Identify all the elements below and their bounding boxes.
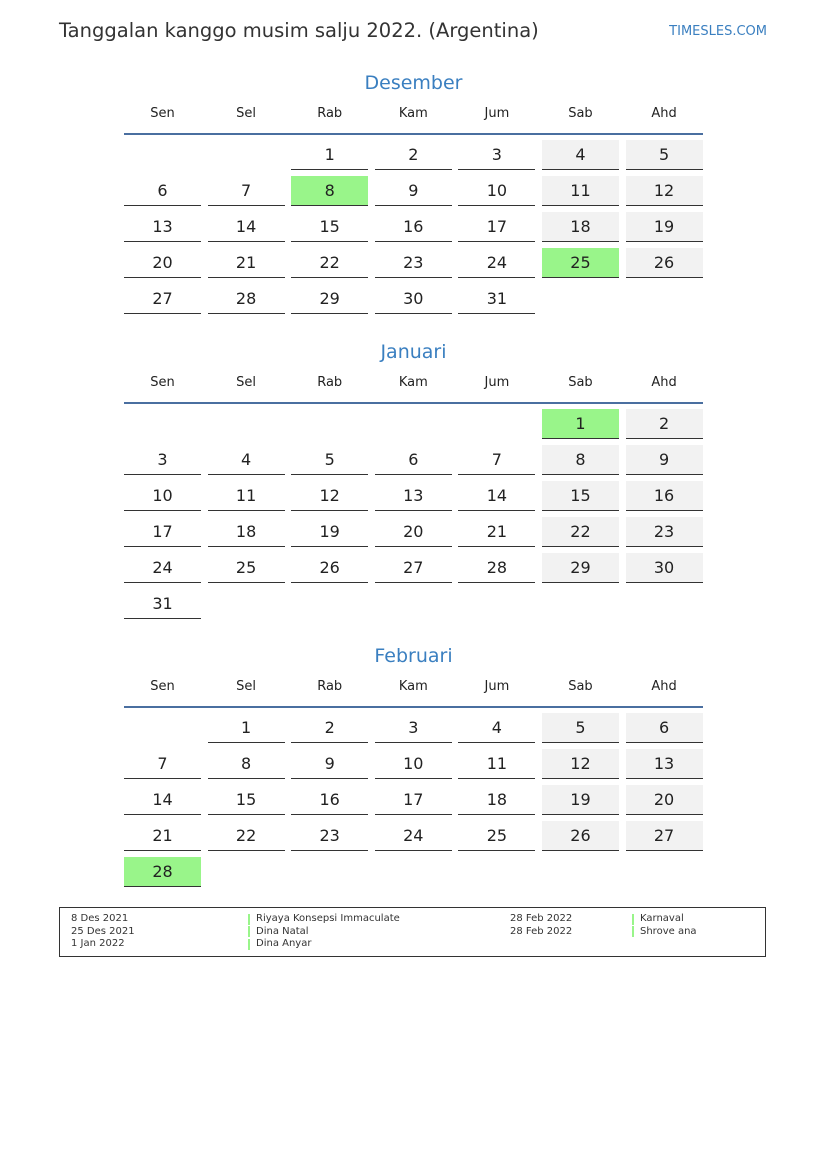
day-cell: 13	[626, 749, 703, 779]
empty-cell	[291, 589, 368, 619]
day-cell: 26	[542, 821, 619, 851]
month-title: Januari	[380, 341, 447, 363]
week-row	[124, 284, 703, 314]
day-cell: 25	[458, 821, 535, 851]
weekday-label: Sab	[568, 106, 593, 121]
day-cell: 10	[375, 749, 452, 779]
day-cell: 30	[375, 284, 452, 314]
weekday-label: Ahd	[651, 106, 677, 121]
legend-color-marker	[632, 914, 634, 925]
legend-color-marker	[248, 939, 250, 950]
day-cell: 5	[542, 713, 619, 743]
weekday-label: Kam	[398, 375, 428, 390]
day-cell: 14	[208, 212, 285, 242]
brand-link[interactable]: TIMESLES.COM	[669, 24, 767, 39]
empty-cell	[208, 140, 285, 170]
weekday-label: Sel	[236, 375, 257, 390]
weekday-header	[124, 678, 703, 696]
day-cell: 27	[626, 821, 703, 851]
day-cell: 19	[542, 785, 619, 815]
week-row	[124, 589, 703, 619]
day-cell: 14	[458, 481, 535, 511]
legend-date: 28 Feb 2022	[510, 925, 573, 937]
week-row	[124, 176, 703, 206]
day-cell: 12	[542, 749, 619, 779]
weekday-label: Rab	[317, 106, 343, 121]
week-row	[124, 409, 703, 439]
day-cell: 5	[291, 445, 368, 475]
week-row	[124, 857, 703, 887]
empty-cell	[291, 409, 368, 439]
day-cell: 15	[291, 212, 368, 242]
day-cell: 20	[375, 517, 452, 547]
day-cell: 24	[458, 248, 535, 278]
day-cell: 7	[124, 749, 201, 779]
week-row	[124, 821, 703, 851]
day-cell: 24	[124, 553, 201, 583]
weekday-label: Sab	[568, 375, 593, 390]
day-cell: 18	[458, 785, 535, 815]
day-cell: 16	[626, 481, 703, 511]
day-cell: 16	[291, 785, 368, 815]
day-cell: 14	[124, 785, 201, 815]
day-cell: 24	[375, 821, 452, 851]
month-divider	[124, 706, 703, 708]
weekday-label: Ahd	[651, 679, 677, 694]
month-divider	[124, 133, 703, 135]
holiday-legend	[59, 907, 766, 957]
holiday-day-cell: 1	[542, 409, 619, 439]
day-cell: 23	[626, 517, 703, 547]
day-cell: 13	[124, 212, 201, 242]
day-cell: 4	[542, 140, 619, 170]
weekday-label: Rab	[317, 679, 343, 694]
day-cell: 2	[291, 713, 368, 743]
holiday-day-cell: 8	[291, 176, 368, 206]
week-row	[124, 517, 703, 547]
day-cell: 11	[542, 176, 619, 206]
day-cell: 9	[291, 749, 368, 779]
empty-cell	[542, 589, 619, 619]
day-cell: 1	[208, 713, 285, 743]
legend-holiday-name: Dina Natal	[256, 925, 309, 937]
day-cell: 9	[626, 445, 703, 475]
day-cell: 27	[124, 284, 201, 314]
day-cell: 17	[375, 785, 452, 815]
empty-cell	[458, 857, 535, 887]
empty-cell	[375, 409, 452, 439]
weekday-label: Sab	[568, 679, 593, 694]
day-cell: 20	[124, 248, 201, 278]
day-cell: 22	[291, 248, 368, 278]
weekday-label: Sen	[150, 679, 175, 694]
day-cell: 20	[626, 785, 703, 815]
legend-holiday-name: Shrove ana	[640, 925, 697, 937]
week-row	[124, 140, 703, 170]
empty-cell	[124, 409, 201, 439]
day-cell: 21	[208, 248, 285, 278]
day-cell: 12	[626, 176, 703, 206]
legend-date: 28 Feb 2022	[510, 913, 573, 924]
day-cell: 26	[291, 553, 368, 583]
month-title: Februari	[374, 645, 453, 667]
weekday-label: Jum	[484, 679, 510, 694]
day-cell: 21	[458, 517, 535, 547]
week-row	[124, 481, 703, 511]
holiday-day-cell: 25	[542, 248, 619, 278]
weekday-header	[124, 105, 703, 123]
day-cell: 22	[542, 517, 619, 547]
weekday-label: Rab	[317, 375, 343, 390]
legend-date: 8 Des 2021	[71, 913, 129, 924]
day-cell: 11	[458, 749, 535, 779]
day-cell: 4	[458, 713, 535, 743]
day-cell: 17	[458, 212, 535, 242]
empty-cell	[626, 284, 703, 314]
legend-color-marker	[248, 926, 250, 937]
empty-cell	[542, 284, 619, 314]
day-cell: 4	[208, 445, 285, 475]
weekday-header	[124, 374, 703, 392]
day-cell: 7	[458, 445, 535, 475]
empty-cell	[626, 589, 703, 619]
weekday-label: Kam	[398, 679, 428, 694]
week-row	[124, 553, 703, 583]
week-row	[124, 785, 703, 815]
holiday-day-cell: 28	[124, 857, 201, 887]
month-title: Desember	[364, 72, 463, 94]
day-cell: 31	[124, 589, 201, 619]
day-cell: 8	[542, 445, 619, 475]
empty-cell	[375, 589, 452, 619]
day-cell: 3	[124, 445, 201, 475]
week-row	[124, 248, 703, 278]
empty-cell	[208, 409, 285, 439]
weekday-label: Ahd	[651, 375, 677, 390]
day-cell: 12	[291, 481, 368, 511]
page-title: Tanggalan kanggo musim salju 2022. (Argentina)	[59, 19, 539, 42]
empty-cell	[458, 409, 535, 439]
day-cell: 7	[208, 176, 285, 206]
weekday-label: Sen	[150, 375, 175, 390]
legend-holiday-name: Karnaval	[640, 913, 684, 924]
weekday-label: Sel	[236, 679, 257, 694]
day-cell: 25	[208, 553, 285, 583]
day-cell: 6	[626, 713, 703, 743]
day-cell: 2	[375, 140, 452, 170]
day-cell: 28	[208, 284, 285, 314]
weekday-label: Sel	[236, 106, 257, 121]
day-cell: 15	[542, 481, 619, 511]
empty-cell	[542, 857, 619, 887]
day-cell: 28	[458, 553, 535, 583]
day-cell: 10	[124, 481, 201, 511]
day-cell: 17	[124, 517, 201, 547]
week-row	[124, 713, 703, 743]
empty-cell	[458, 589, 535, 619]
day-cell: 13	[375, 481, 452, 511]
day-cell: 11	[208, 481, 285, 511]
day-cell: 22	[208, 821, 285, 851]
day-cell: 1	[291, 140, 368, 170]
day-cell: 29	[542, 553, 619, 583]
day-cell: 21	[124, 821, 201, 851]
day-cell: 6	[375, 445, 452, 475]
week-row	[124, 749, 703, 779]
legend-holiday-name: Dina Anyar	[256, 938, 312, 949]
month-desember	[124, 70, 703, 314]
day-cell: 9	[375, 176, 452, 206]
month-divider	[124, 402, 703, 404]
day-cell: 6	[124, 176, 201, 206]
empty-cell	[208, 589, 285, 619]
day-cell: 10	[458, 176, 535, 206]
weekday-label: Sen	[150, 106, 175, 121]
day-cell: 19	[626, 212, 703, 242]
weekday-label: Jum	[484, 375, 510, 390]
empty-cell	[626, 857, 703, 887]
empty-cell	[375, 857, 452, 887]
day-cell: 18	[542, 212, 619, 242]
day-cell: 27	[375, 553, 452, 583]
day-cell: 5	[626, 140, 703, 170]
day-cell: 18	[208, 517, 285, 547]
month-februari	[124, 643, 703, 887]
empty-cell	[291, 857, 368, 887]
legend-date: 1 Jan 2022	[71, 938, 125, 949]
empty-cell	[124, 713, 201, 743]
month-januari	[124, 339, 703, 619]
legend-color-marker	[632, 926, 634, 937]
week-row	[124, 445, 703, 475]
day-cell: 2	[626, 409, 703, 439]
weekday-label: Kam	[398, 106, 428, 121]
day-cell: 8	[208, 749, 285, 779]
empty-cell	[124, 140, 201, 170]
legend-holiday-name: Riyaya Konsepsi Immaculate	[256, 913, 400, 924]
legend-color-marker	[248, 914, 250, 925]
day-cell: 19	[291, 517, 368, 547]
day-cell: 26	[626, 248, 703, 278]
day-cell: 3	[458, 140, 535, 170]
weekday-label: Jum	[484, 106, 510, 121]
day-cell: 16	[375, 212, 452, 242]
legend-date: 25 Des 2021	[71, 925, 135, 937]
empty-cell	[208, 857, 285, 887]
day-cell: 29	[291, 284, 368, 314]
week-row	[124, 212, 703, 242]
day-cell: 30	[626, 553, 703, 583]
day-cell: 31	[458, 284, 535, 314]
day-cell: 23	[291, 821, 368, 851]
day-cell: 3	[375, 713, 452, 743]
day-cell: 15	[208, 785, 285, 815]
day-cell: 23	[375, 248, 452, 278]
